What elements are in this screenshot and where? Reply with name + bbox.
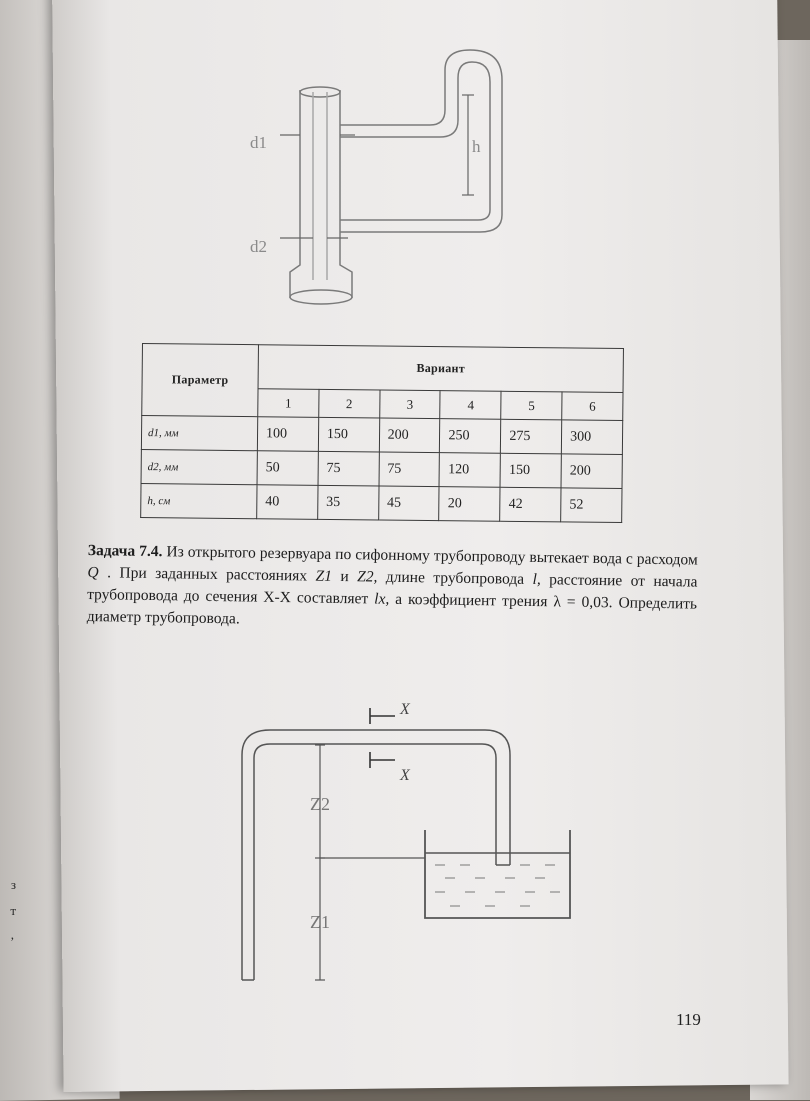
task-z2: Z2, — [357, 568, 378, 586]
cell: 75 — [379, 452, 440, 487]
cell: 45 — [378, 486, 439, 521]
task-text-3: длине трубопровода — [385, 568, 525, 588]
cell: 40 — [257, 485, 318, 520]
page-number: 119 — [676, 1010, 701, 1029]
task-text-2: . При заданных расстояниях — [107, 564, 308, 585]
variant-4: 4 — [440, 391, 501, 420]
left-page-mark-3: , — [10, 927, 14, 942]
table-param-header: Параметр — [142, 344, 259, 417]
table-row-d1 — [141, 416, 622, 455]
cell: 100 — [257, 417, 318, 452]
variant-3: 3 — [379, 390, 440, 419]
task-and: и — [340, 567, 349, 586]
cell: 200 — [379, 418, 440, 453]
left-page-mark-2: т — [10, 903, 16, 918]
task-lx: lx, — [374, 590, 390, 608]
cell: 200 — [561, 454, 622, 489]
z-dimension-line — [315, 745, 325, 980]
d2-label: d2 — [250, 237, 267, 256]
table-row-d2 — [141, 449, 622, 488]
x-top-label: X — [400, 701, 410, 718]
left-page-mark-1: з — [10, 877, 16, 892]
variant-6: 6 — [562, 392, 623, 421]
figure-siphon — [230, 690, 590, 990]
figure-pipe-branches — [240, 40, 530, 315]
z1-label: Z1 — [310, 912, 330, 932]
task-text-5: а коэффициент трения λ = 0,03. Определить диаметр трубопровода. — [86, 590, 698, 628]
variant-1: 1 — [258, 389, 319, 418]
row-label: d2, мм — [141, 449, 257, 484]
row-label: d1, мм — [141, 416, 257, 451]
x-bottom-label: X — [400, 767, 410, 784]
cell: 300 — [562, 420, 623, 455]
section-x-marks — [370, 708, 395, 768]
cell: 120 — [439, 453, 500, 488]
task-z1: Z1 — [315, 567, 333, 585]
cell: 75 — [318, 451, 379, 486]
variant-2: 2 — [319, 389, 380, 418]
task-text — [87, 540, 698, 638]
task-text-4: расстояние от начала трубопровода до сечения Х-Х составляет — [87, 571, 698, 608]
cell: 35 — [317, 485, 378, 520]
cell: 50 — [257, 451, 318, 486]
table-variant-header: Вариант — [258, 345, 623, 393]
task-l: l, — [532, 570, 541, 589]
task-q: Q — [87, 563, 99, 582]
cell: 275 — [501, 419, 562, 454]
cell: 20 — [439, 487, 500, 522]
h-label: h — [472, 137, 481, 156]
z2-label: Z2 — [310, 794, 330, 814]
parameter-table — [140, 343, 624, 523]
cell: 250 — [440, 419, 501, 454]
d1-label: d1 — [250, 133, 267, 152]
task-title: Задача 7.4. — [87, 541, 163, 561]
task-text-1: Из открытого резервуара по сифонному трубопроводу вытекает вода с расходом — [166, 543, 698, 569]
cell: 52 — [561, 488, 622, 523]
variant-5: 5 — [501, 391, 562, 420]
cell: 150 — [318, 417, 379, 452]
cell: 150 — [500, 453, 561, 488]
water-hatching — [435, 865, 560, 906]
row-label: h, см — [141, 483, 257, 518]
table-row-h — [141, 483, 622, 522]
cell: 42 — [500, 487, 561, 522]
